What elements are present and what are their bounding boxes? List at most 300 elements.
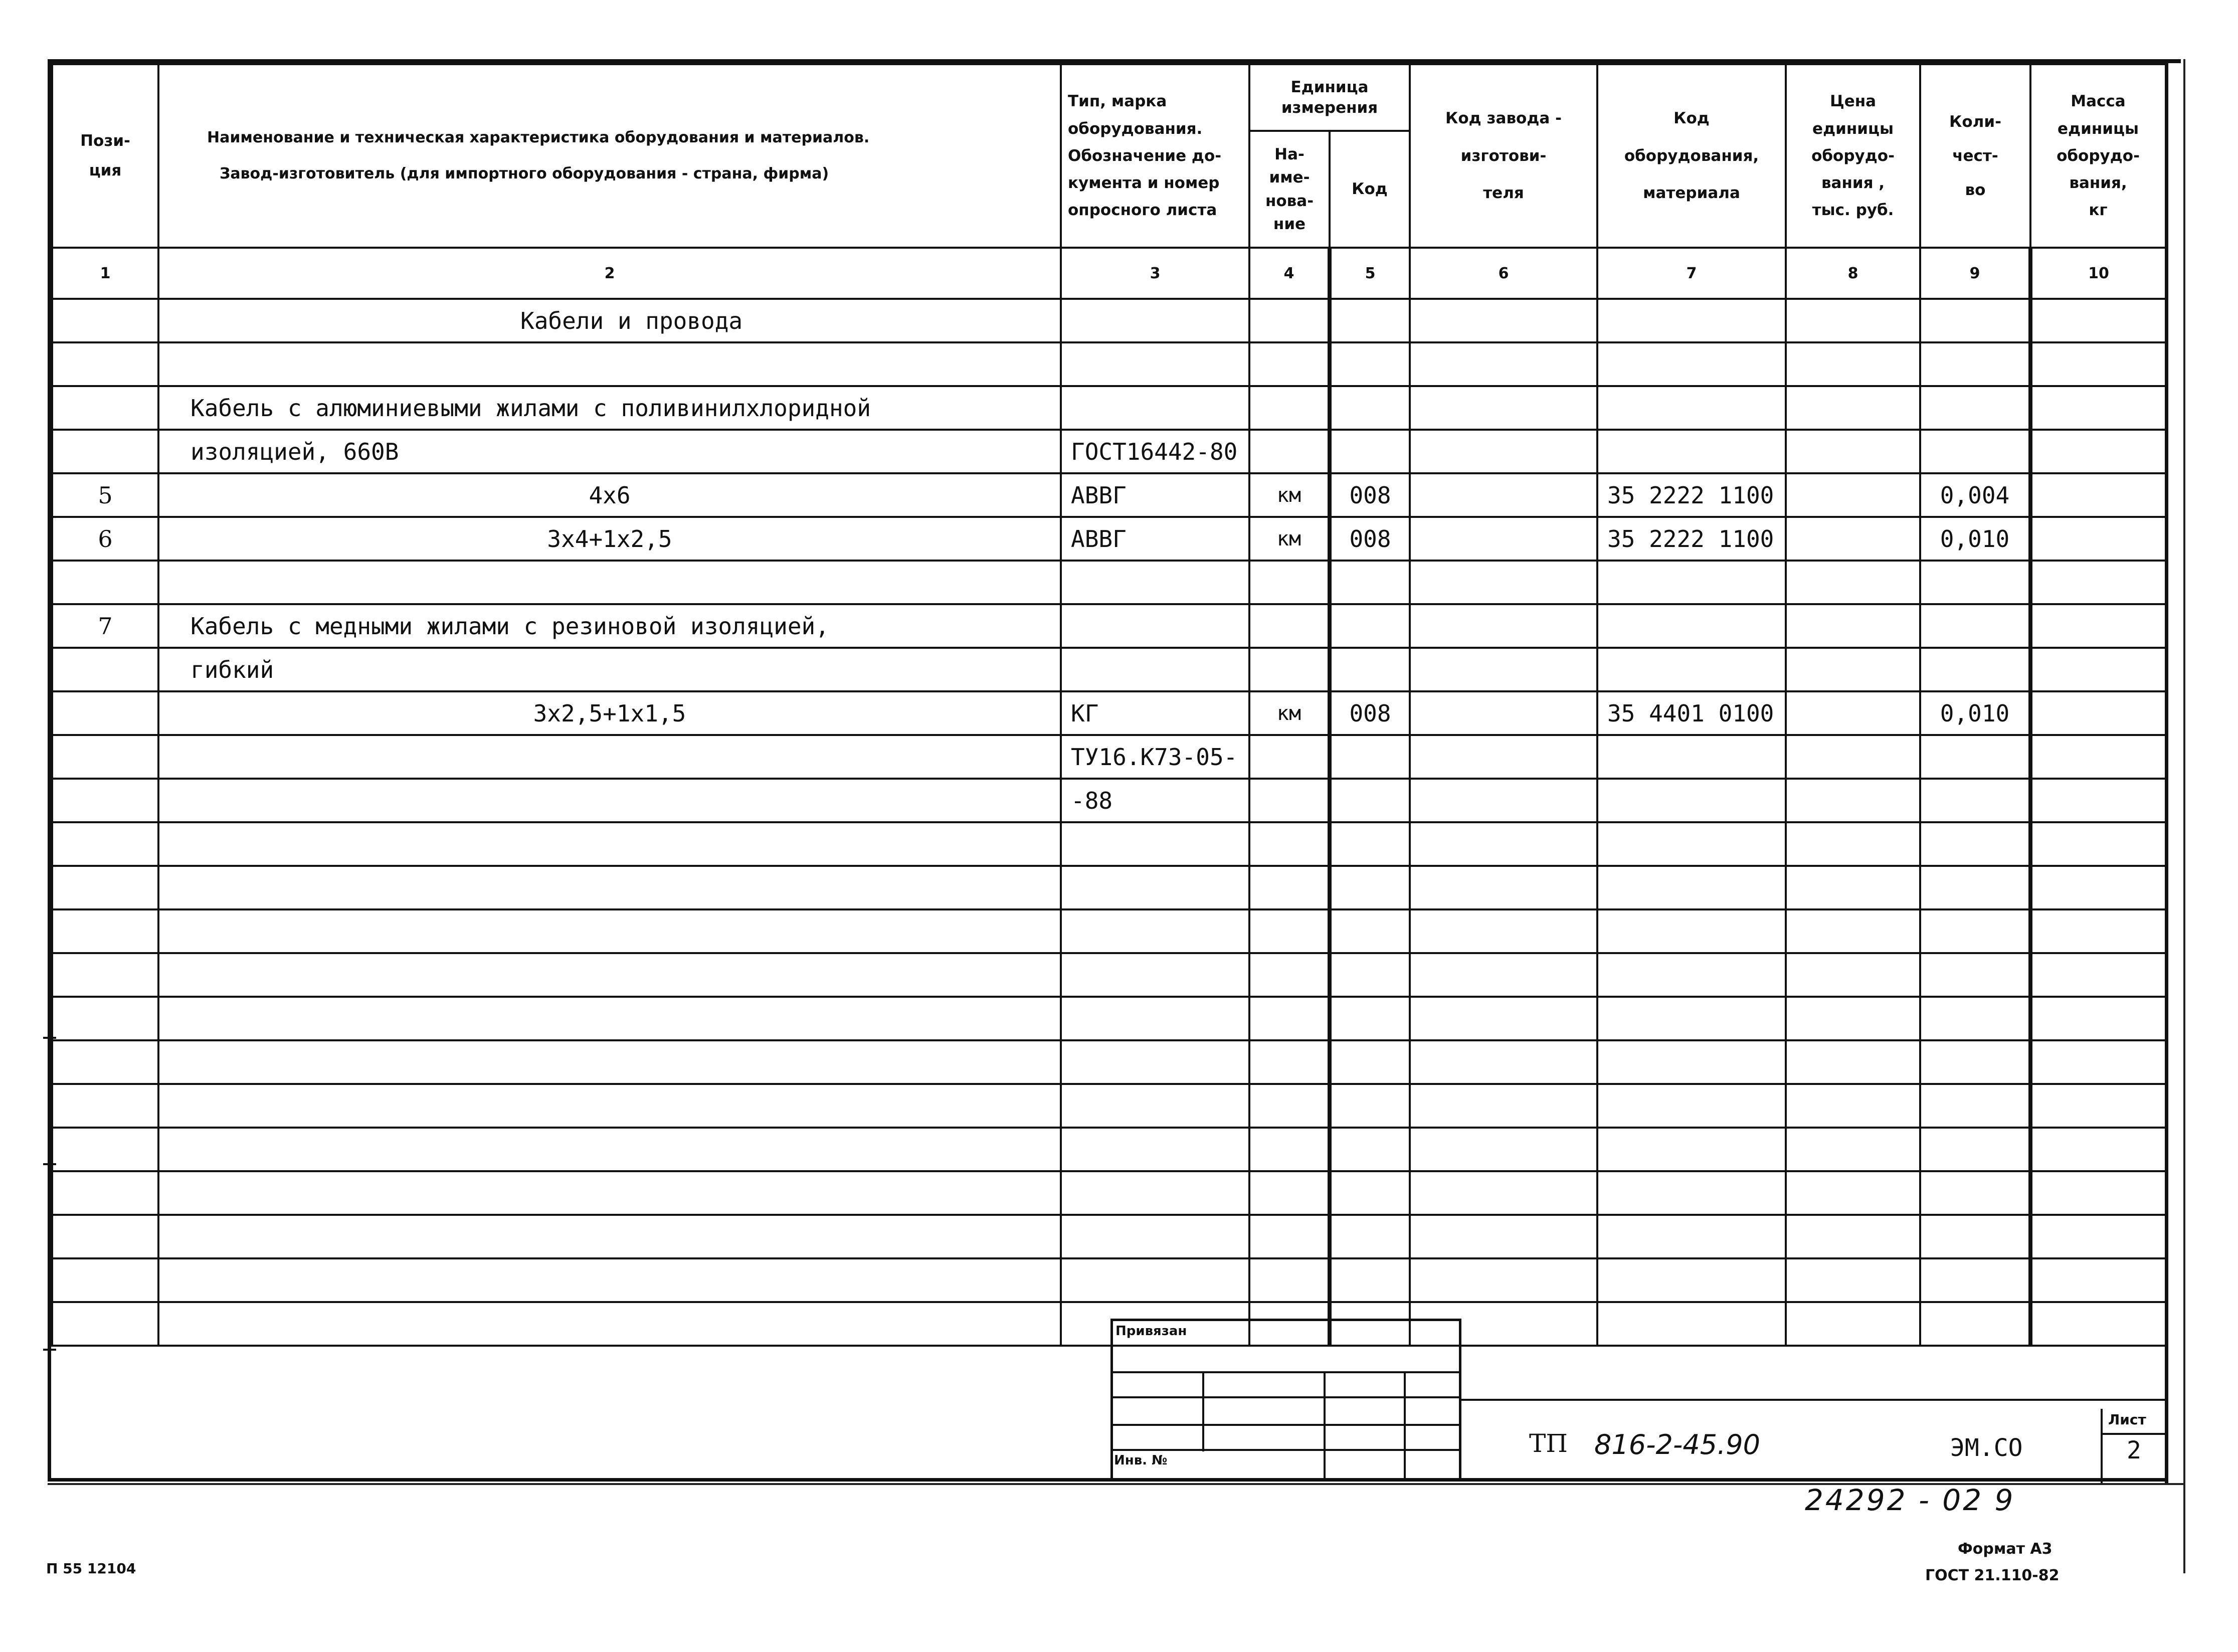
mass-cell bbox=[2030, 561, 2166, 604]
unit-code-cell bbox=[1330, 299, 1410, 342]
column-number: 5 bbox=[1330, 248, 1410, 299]
position-cell bbox=[52, 342, 158, 386]
header-factory-code: Код завода - изготови- теля bbox=[1410, 64, 1597, 248]
quantity-cell bbox=[1920, 822, 2030, 866]
price-cell bbox=[1786, 1128, 1920, 1171]
type-cell: -88 bbox=[1061, 779, 1249, 822]
position-cell bbox=[52, 1171, 158, 1215]
position-cell bbox=[52, 909, 158, 953]
position-cell bbox=[52, 1258, 158, 1302]
table-row bbox=[52, 691, 2166, 735]
quantity-cell bbox=[1920, 1128, 2030, 1171]
unit-code-cell bbox=[1330, 735, 1410, 779]
unit-name-cell bbox=[1249, 1215, 1330, 1258]
column-number: 6 bbox=[1410, 248, 1597, 299]
unit-code-cell bbox=[1330, 1171, 1410, 1215]
unit-name-cell bbox=[1249, 604, 1330, 648]
column-number: 9 bbox=[1920, 248, 2030, 299]
position-cell bbox=[52, 866, 158, 909]
unit-name-cell bbox=[1249, 648, 1330, 691]
type-cell bbox=[1061, 1258, 1249, 1302]
type-cell: АВВГ bbox=[1061, 473, 1249, 517]
quantity-cell bbox=[1920, 1258, 2030, 1302]
position-cell bbox=[52, 822, 158, 866]
footer-format: Формат А3 bbox=[1958, 1540, 2053, 1558]
position-cell bbox=[52, 1215, 158, 1258]
factory-code-cell bbox=[1410, 1084, 1597, 1128]
title-tp: ТП bbox=[1529, 1429, 1568, 1458]
mass-cell bbox=[2030, 997, 2166, 1040]
factory-code-cell bbox=[1410, 735, 1597, 779]
factory-code-cell bbox=[1410, 1040, 1597, 1084]
frame-top-border bbox=[48, 59, 2181, 63]
material-code-cell bbox=[1597, 386, 1786, 430]
type-cell bbox=[1061, 342, 1249, 386]
type-cell bbox=[1061, 1040, 1249, 1084]
mass-cell bbox=[2030, 1040, 2166, 1084]
header-price: Цена единицы оборудо- вания , тыс. руб. bbox=[1786, 64, 1920, 248]
price-cell bbox=[1786, 342, 1920, 386]
unit-name-cell: км bbox=[1249, 473, 1330, 517]
title-doc-mark: ЭМ.СО bbox=[1950, 1434, 2023, 1462]
name-cell bbox=[158, 779, 1061, 822]
material-code-cell bbox=[1597, 1302, 1786, 1346]
quantity-cell bbox=[1920, 1215, 2030, 1258]
material-code-cell bbox=[1597, 299, 1786, 342]
mass-cell bbox=[2030, 299, 2166, 342]
table-row bbox=[52, 299, 2166, 342]
unit-code-cell bbox=[1330, 342, 1410, 386]
table-header bbox=[52, 64, 2166, 299]
unit-code-cell bbox=[1330, 561, 1410, 604]
mass-cell bbox=[2030, 1128, 2166, 1171]
quantity-cell bbox=[1920, 648, 2030, 691]
table-row bbox=[52, 1258, 2166, 1302]
material-code-cell bbox=[1597, 997, 1786, 1040]
price-cell bbox=[1786, 997, 1920, 1040]
type-cell bbox=[1061, 822, 1249, 866]
column-number: 7 bbox=[1597, 248, 1786, 299]
quantity-cell: 0,004 bbox=[1920, 473, 2030, 517]
quantity-cell bbox=[1920, 342, 2030, 386]
name-cell: 4х6 bbox=[158, 473, 1061, 517]
mass-cell bbox=[2030, 779, 2166, 822]
quantity-cell: 0,010 bbox=[1920, 517, 2030, 561]
unit-code-cell bbox=[1330, 1302, 1410, 1346]
unit-name-cell bbox=[1249, 735, 1330, 779]
quantity-cell bbox=[1920, 430, 2030, 473]
stamp-privyazan: Привязан bbox=[1115, 1324, 1187, 1339]
column-number: 3 bbox=[1061, 248, 1249, 299]
quantity-cell bbox=[1920, 735, 2030, 779]
unit-name-cell bbox=[1249, 997, 1330, 1040]
unit-name-cell bbox=[1249, 953, 1330, 997]
column-number: 1 bbox=[52, 248, 158, 299]
name-cell bbox=[158, 1258, 1061, 1302]
price-cell bbox=[1786, 1084, 1920, 1128]
unit-name-cell bbox=[1249, 299, 1330, 342]
name-cell bbox=[158, 1302, 1061, 1346]
type-cell bbox=[1061, 953, 1249, 997]
unit-name-cell bbox=[1249, 561, 1330, 604]
mass-cell bbox=[2030, 822, 2166, 866]
name-cell bbox=[158, 953, 1061, 997]
price-cell bbox=[1786, 1171, 1920, 1215]
mass-cell bbox=[2030, 604, 2166, 648]
quantity-cell bbox=[1920, 953, 2030, 997]
unit-code-cell bbox=[1330, 997, 1410, 1040]
unit-code-cell bbox=[1330, 866, 1410, 909]
material-code-cell: 35 2222 1100 bbox=[1597, 517, 1786, 561]
table-row bbox=[52, 866, 2166, 909]
unit-name-cell bbox=[1249, 342, 1330, 386]
position-cell bbox=[52, 1040, 158, 1084]
position-cell bbox=[52, 779, 158, 822]
price-cell bbox=[1786, 561, 1920, 604]
specification-table bbox=[51, 63, 2167, 1347]
material-code-cell: 35 2222 1100 bbox=[1597, 473, 1786, 517]
material-code-cell bbox=[1597, 430, 1786, 473]
name-cell bbox=[158, 561, 1061, 604]
column-numbers-row bbox=[52, 248, 2166, 299]
quantity-cell: 0,010 bbox=[1920, 691, 2030, 735]
outer-right-border bbox=[2183, 59, 2185, 1573]
factory-code-cell bbox=[1410, 997, 1597, 1040]
table-row bbox=[52, 1084, 2166, 1128]
name-cell bbox=[158, 1084, 1061, 1128]
material-code-cell bbox=[1597, 866, 1786, 909]
material-code-cell bbox=[1597, 561, 1786, 604]
name-cell bbox=[158, 1171, 1061, 1215]
factory-code-cell bbox=[1410, 909, 1597, 953]
unit-name-cell bbox=[1249, 1302, 1330, 1346]
factory-code-cell bbox=[1410, 473, 1597, 517]
type-cell bbox=[1061, 604, 1249, 648]
unit-name-cell bbox=[1249, 1040, 1330, 1084]
type-cell: КГ bbox=[1061, 691, 1249, 735]
name-cell bbox=[158, 735, 1061, 779]
type-cell bbox=[1061, 1215, 1249, 1258]
header-quantity: Коли- чест- во bbox=[1920, 64, 2030, 248]
mass-cell bbox=[2030, 1258, 2166, 1302]
factory-code-cell bbox=[1410, 604, 1597, 648]
quantity-cell bbox=[1920, 779, 2030, 822]
type-cell bbox=[1061, 648, 1249, 691]
type-cell bbox=[1061, 1128, 1249, 1171]
unit-code-cell: 008 bbox=[1330, 473, 1410, 517]
footer-gost: ГОСТ 21.110-82 bbox=[1925, 1567, 2060, 1581]
factory-code-cell bbox=[1410, 1258, 1597, 1302]
material-code-cell bbox=[1597, 909, 1786, 953]
table-row bbox=[52, 342, 2166, 386]
type-cell bbox=[1061, 386, 1249, 430]
unit-name-cell bbox=[1249, 1128, 1330, 1171]
price-cell bbox=[1786, 1040, 1920, 1084]
unit-code-cell bbox=[1330, 386, 1410, 430]
material-code-cell: 35 4401 0100 bbox=[1597, 691, 1786, 735]
factory-code-cell bbox=[1410, 779, 1597, 822]
name-cell: изоляцией, 660В bbox=[158, 430, 1061, 473]
unit-code-cell: 008 bbox=[1330, 517, 1410, 561]
price-cell bbox=[1786, 517, 1920, 561]
header-unit-code: Код bbox=[1330, 131, 1410, 248]
factory-code-cell bbox=[1410, 517, 1597, 561]
table-row bbox=[52, 561, 2166, 604]
sheet-label: Лист bbox=[2108, 1411, 2146, 1428]
price-cell bbox=[1786, 909, 1920, 953]
material-code-cell bbox=[1597, 1084, 1786, 1128]
name-cell: Кабель с медными жилами с резиновой изоляцией, bbox=[158, 604, 1061, 648]
type-cell: ТУ16.К73-05- bbox=[1061, 735, 1249, 779]
position-cell: 5 bbox=[52, 473, 158, 517]
table-row bbox=[52, 386, 2166, 430]
unit-code-cell bbox=[1330, 953, 1410, 997]
name-cell: гибкий bbox=[158, 648, 1061, 691]
mass-cell bbox=[2030, 1302, 2166, 1346]
mass-cell bbox=[2030, 1215, 2166, 1258]
factory-code-cell bbox=[1410, 1215, 1597, 1258]
position-cell bbox=[52, 953, 158, 997]
unit-name-cell bbox=[1249, 1258, 1330, 1302]
mass-cell bbox=[2030, 953, 2166, 997]
mass-cell bbox=[2030, 648, 2166, 691]
table-row bbox=[52, 779, 2166, 822]
table-row bbox=[52, 953, 2166, 997]
table-row bbox=[52, 1128, 2166, 1171]
price-cell bbox=[1786, 822, 1920, 866]
material-code-cell bbox=[1597, 648, 1786, 691]
position-cell bbox=[52, 561, 158, 604]
unit-code-cell bbox=[1330, 1084, 1410, 1128]
table-row bbox=[52, 648, 2166, 691]
header-material-code: Код оборудования, материала bbox=[1597, 64, 1786, 248]
margin-tick bbox=[43, 1163, 56, 1165]
factory-code-cell bbox=[1410, 561, 1597, 604]
price-cell bbox=[1786, 953, 1920, 997]
unit-code-cell bbox=[1330, 648, 1410, 691]
name-cell: Кабель с алюминиевыми жилами с поливинилхлоридной bbox=[158, 386, 1061, 430]
price-cell bbox=[1786, 1215, 1920, 1258]
margin-tick bbox=[43, 1349, 56, 1351]
quantity-cell bbox=[1920, 386, 2030, 430]
quantity-cell bbox=[1920, 1171, 2030, 1215]
material-code-cell bbox=[1597, 1128, 1786, 1171]
name-cell bbox=[158, 822, 1061, 866]
frame-bottom-border bbox=[48, 1478, 2168, 1482]
quantity-cell bbox=[1920, 299, 2030, 342]
material-code-cell bbox=[1597, 1215, 1786, 1258]
quantity-cell bbox=[1920, 1302, 2030, 1346]
column-number: 8 bbox=[1786, 248, 1920, 299]
type-cell bbox=[1061, 997, 1249, 1040]
quantity-cell bbox=[1920, 866, 2030, 909]
material-code-cell bbox=[1597, 779, 1786, 822]
unit-name-cell: км bbox=[1249, 517, 1330, 561]
table-row bbox=[52, 1040, 2166, 1084]
unit-name-cell bbox=[1249, 866, 1330, 909]
mass-cell bbox=[2030, 517, 2166, 561]
header-unit-group: Единица измерения bbox=[1249, 64, 1410, 131]
mass-cell bbox=[2030, 691, 2166, 735]
position-cell bbox=[52, 386, 158, 430]
price-cell bbox=[1786, 604, 1920, 648]
name-cell bbox=[158, 1128, 1061, 1171]
unit-name-cell bbox=[1249, 430, 1330, 473]
unit-code-cell bbox=[1330, 604, 1410, 648]
unit-code-cell bbox=[1330, 1258, 1410, 1302]
handwritten-number: 24292 - 02 9 bbox=[1805, 1483, 2015, 1517]
mass-cell bbox=[2030, 386, 2166, 430]
table-body bbox=[52, 299, 2166, 1346]
price-cell bbox=[1786, 473, 1920, 517]
table-row bbox=[52, 430, 2166, 473]
position-cell bbox=[52, 997, 158, 1040]
factory-code-cell bbox=[1410, 342, 1597, 386]
name-cell: Кабели и провода bbox=[158, 299, 1061, 342]
price-cell bbox=[1786, 1258, 1920, 1302]
position-cell: 6 bbox=[52, 517, 158, 561]
factory-code-cell bbox=[1410, 822, 1597, 866]
price-cell bbox=[1786, 386, 1920, 430]
factory-code-cell bbox=[1410, 386, 1597, 430]
unit-name-cell: км bbox=[1249, 691, 1330, 735]
type-cell: АВВГ bbox=[1061, 517, 1249, 561]
type-cell bbox=[1061, 866, 1249, 909]
material-code-cell bbox=[1597, 604, 1786, 648]
footer-left-code: П 55 12104 bbox=[46, 1560, 136, 1577]
table-row bbox=[52, 1215, 2166, 1258]
table-row bbox=[52, 909, 2166, 953]
unit-name-cell bbox=[1249, 1171, 1330, 1215]
unit-name-cell bbox=[1249, 822, 1330, 866]
unit-name-cell bbox=[1249, 1084, 1330, 1128]
quantity-cell bbox=[1920, 1040, 2030, 1084]
type-cell bbox=[1061, 561, 1249, 604]
mass-cell bbox=[2030, 1084, 2166, 1128]
header-name bbox=[158, 64, 1061, 248]
table-row bbox=[52, 517, 2166, 561]
sheet-number: 2 bbox=[2127, 1436, 2141, 1464]
unit-code-cell bbox=[1330, 909, 1410, 953]
price-cell bbox=[1786, 1302, 1920, 1346]
price-cell bbox=[1786, 691, 1920, 735]
material-code-cell bbox=[1597, 953, 1786, 997]
price-cell bbox=[1786, 430, 1920, 473]
stamp-inventory-number: Инв. № bbox=[1114, 1453, 1168, 1468]
name-cell bbox=[158, 1215, 1061, 1258]
factory-code-cell bbox=[1410, 299, 1597, 342]
material-code-cell bbox=[1597, 1040, 1786, 1084]
material-code-cell bbox=[1597, 822, 1786, 866]
position-cell bbox=[52, 430, 158, 473]
material-code-cell bbox=[1597, 735, 1786, 779]
position-cell bbox=[52, 1302, 158, 1346]
unit-name-cell bbox=[1249, 909, 1330, 953]
type-cell bbox=[1061, 1084, 1249, 1128]
name-cell bbox=[158, 1040, 1061, 1084]
price-cell bbox=[1786, 866, 1920, 909]
factory-code-cell bbox=[1410, 648, 1597, 691]
material-code-cell bbox=[1597, 1258, 1786, 1302]
table-row bbox=[52, 735, 2166, 779]
price-cell bbox=[1786, 648, 1920, 691]
name-cell bbox=[158, 997, 1061, 1040]
position-cell bbox=[52, 691, 158, 735]
material-code-cell bbox=[1597, 1171, 1786, 1215]
unit-code-cell bbox=[1330, 822, 1410, 866]
name-cell: 3х2,5+1х1,5 bbox=[158, 691, 1061, 735]
mass-cell bbox=[2030, 735, 2166, 779]
header-unit-name: На- име- нова- ние bbox=[1249, 131, 1330, 248]
mass-cell bbox=[2030, 473, 2166, 517]
frame-left-border bbox=[48, 59, 51, 1481]
unit-code-cell bbox=[1330, 1040, 1410, 1084]
header-position: Пози- ция bbox=[52, 64, 158, 248]
material-code-cell bbox=[1597, 342, 1786, 386]
position-cell bbox=[52, 299, 158, 342]
quantity-cell bbox=[1920, 997, 2030, 1040]
factory-code-cell bbox=[1410, 1171, 1597, 1215]
column-number: 4 bbox=[1249, 248, 1330, 299]
price-cell bbox=[1786, 735, 1920, 779]
mass-cell bbox=[2030, 430, 2166, 473]
unit-code-cell bbox=[1330, 1128, 1410, 1171]
mass-cell bbox=[2030, 342, 2166, 386]
table-row bbox=[52, 473, 2166, 517]
header-mass: Масса единицы оборудо- вания, кг bbox=[2030, 64, 2166, 248]
mass-cell bbox=[2030, 1171, 2166, 1215]
table-row bbox=[52, 1171, 2166, 1215]
quantity-cell bbox=[1920, 909, 2030, 953]
unit-name-cell bbox=[1249, 386, 1330, 430]
unit-code-cell: 008 bbox=[1330, 691, 1410, 735]
margin-tick bbox=[43, 1037, 56, 1039]
factory-code-cell bbox=[1410, 430, 1597, 473]
unit-code-cell bbox=[1330, 430, 1410, 473]
quantity-cell bbox=[1920, 1084, 2030, 1128]
mass-cell bbox=[2030, 866, 2166, 909]
table-row bbox=[52, 1302, 2166, 1346]
table-row bbox=[52, 997, 2166, 1040]
table-row bbox=[52, 822, 2166, 866]
factory-code-cell bbox=[1410, 866, 1597, 909]
position-cell bbox=[52, 1084, 158, 1128]
factory-code-cell bbox=[1410, 1302, 1597, 1346]
position-cell: 7 bbox=[52, 604, 158, 648]
unit-name-cell bbox=[1249, 779, 1330, 822]
type-cell bbox=[1061, 299, 1249, 342]
mass-cell bbox=[2030, 909, 2166, 953]
header-name-line2: Завод-изготовитель (для импортного оборудования - страна, фирма) bbox=[220, 165, 829, 182]
column-number: 10 bbox=[2030, 248, 2166, 299]
name-cell bbox=[158, 909, 1061, 953]
factory-code-cell bbox=[1410, 953, 1597, 997]
title-project-code: 816-2-45.90 bbox=[1594, 1429, 1760, 1460]
position-cell bbox=[52, 1128, 158, 1171]
name-cell: 3х4+1х2,5 bbox=[158, 517, 1061, 561]
name-cell bbox=[158, 866, 1061, 909]
price-cell bbox=[1786, 779, 1920, 822]
header-name-line1: Наименование и техническая характеристика оборудования и материалов. bbox=[207, 129, 870, 146]
type-cell bbox=[1061, 1171, 1249, 1215]
column-number: 2 bbox=[158, 248, 1061, 299]
type-cell: ГОСТ16442-80 bbox=[1061, 430, 1249, 473]
position-cell bbox=[52, 648, 158, 691]
price-cell bbox=[1786, 299, 1920, 342]
quantity-cell bbox=[1920, 561, 2030, 604]
position-cell bbox=[52, 735, 158, 779]
quantity-cell bbox=[1920, 604, 2030, 648]
